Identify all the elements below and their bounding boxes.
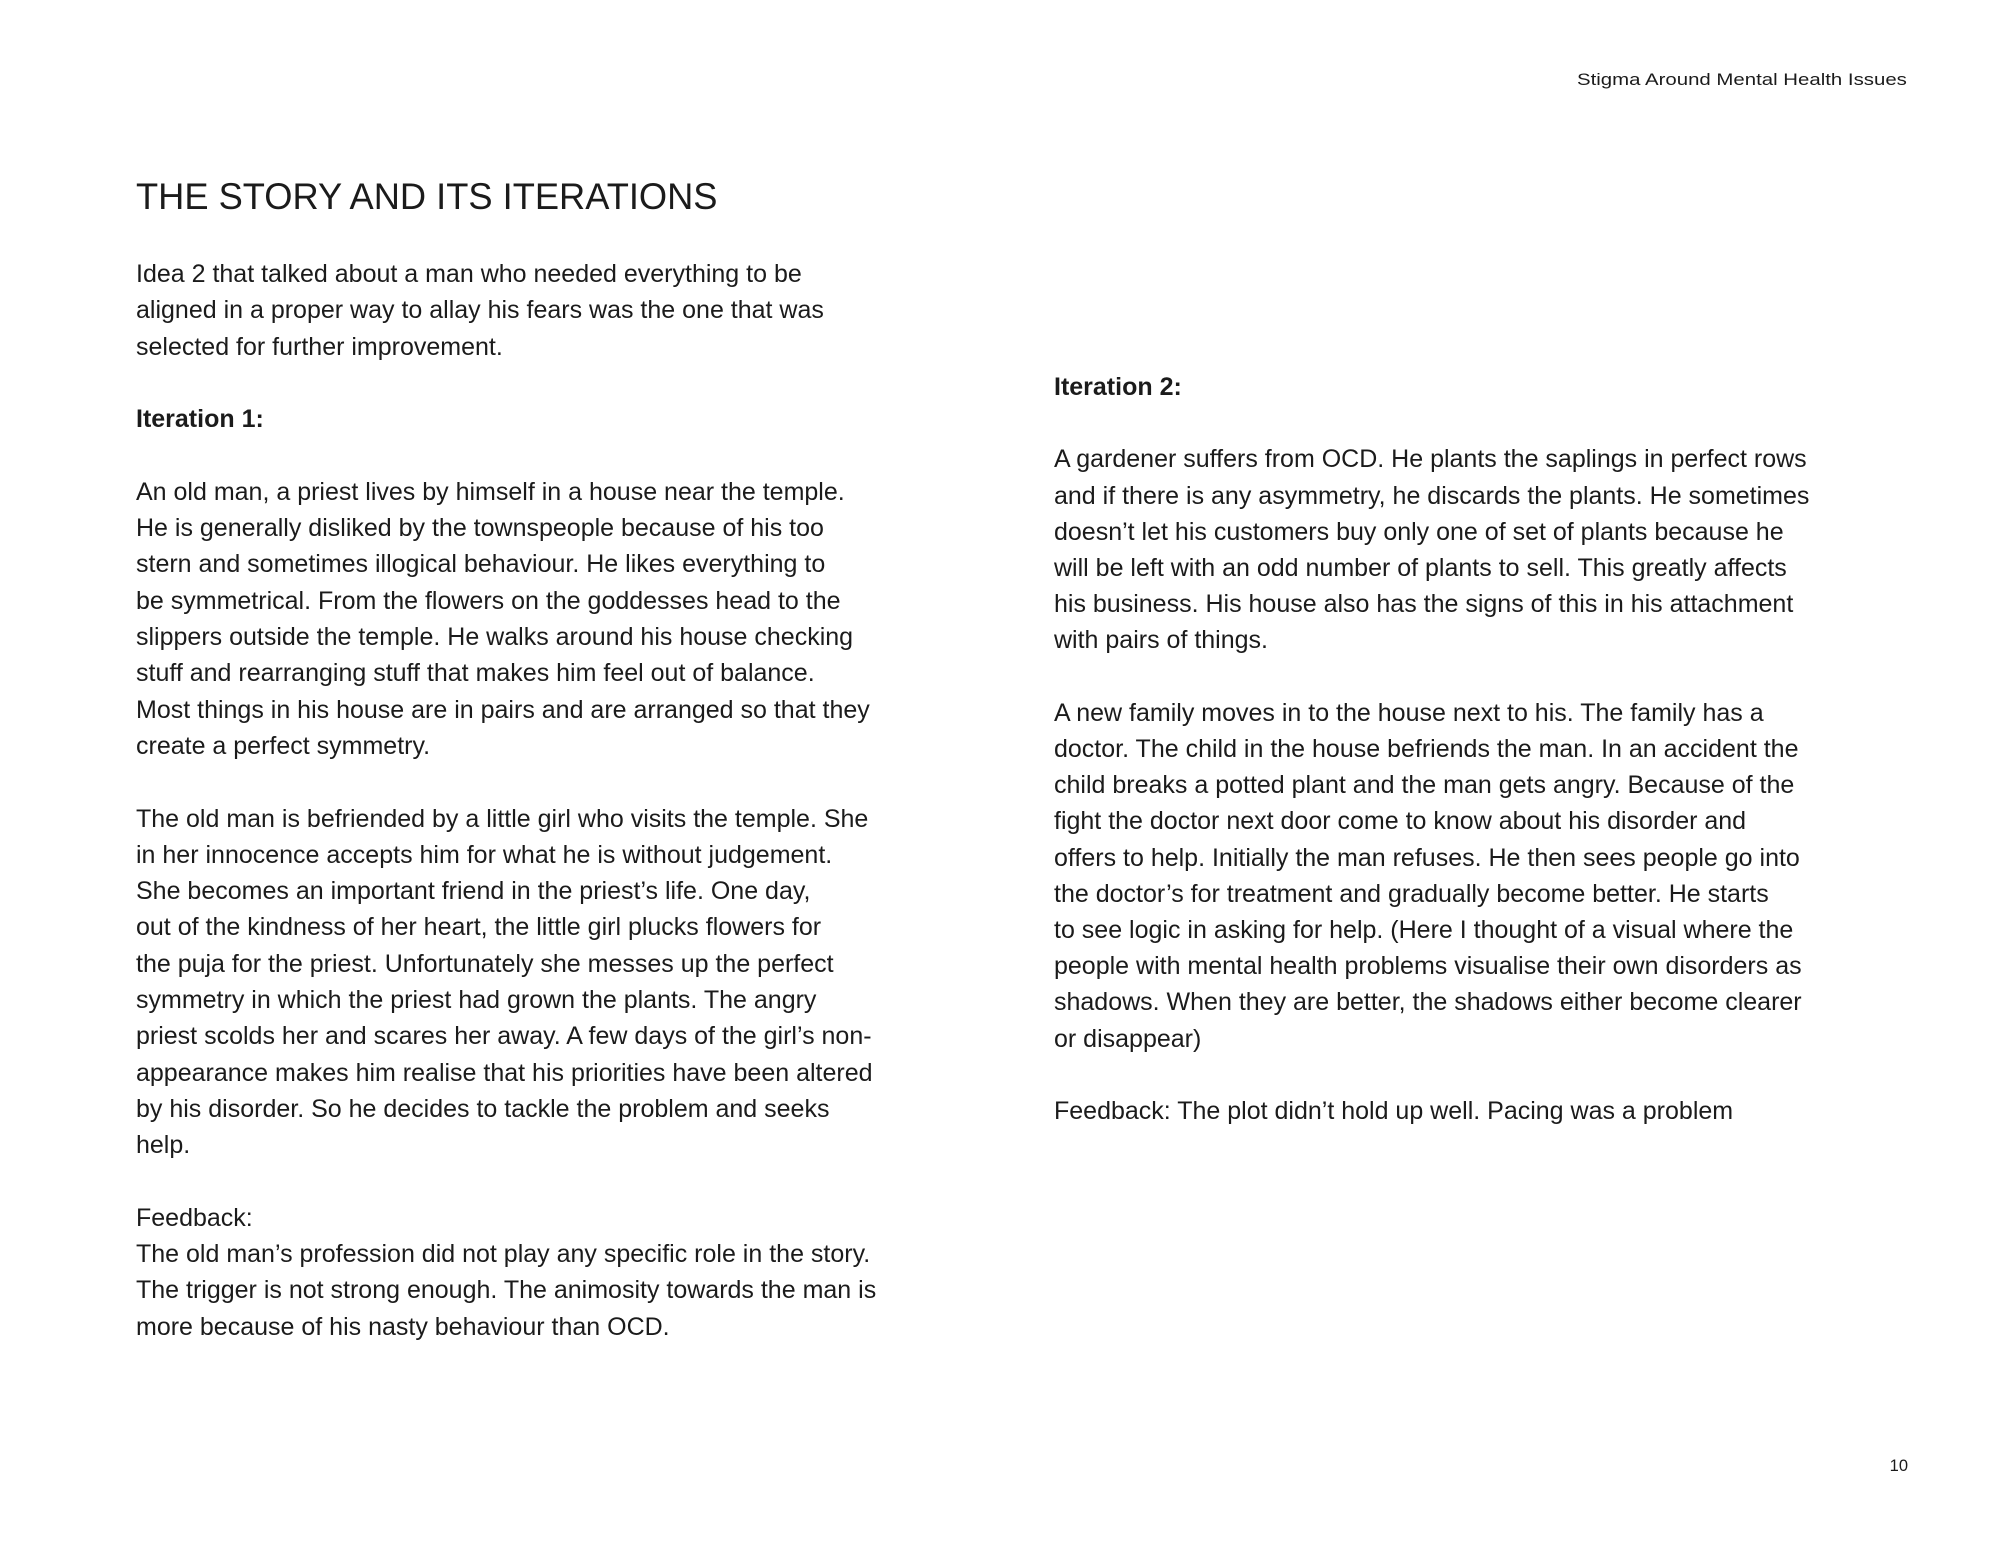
text-line: Most things in his house are in pairs and are arranged so that they — [136, 695, 870, 724]
text-line: priest scolds her and scares her away. A few days of the girl’s non- — [136, 1022, 872, 1051]
text-line: The old man’s profession did not play any specific role in the story. — [136, 1240, 871, 1269]
running-header: Stigma Around Mental Health Issues — [1577, 71, 1907, 89]
text-line: He is generally disliked by the townspeople because of his too — [136, 514, 824, 543]
text-line: A new family moves in to the house next to his. The family has a — [1054, 698, 1764, 727]
text-line: people with mental health problems visualise their own disorders as — [1054, 952, 1802, 981]
text-line: be symmetrical. From the flowers on the goddesses head to the — [136, 586, 841, 615]
text-line: and if there is any asymmetry, he discards the plants. He sometimes — [1054, 481, 1810, 510]
iteration-2-feedback: Feedback: The plot didn’t hold up well. Pacing was a problem — [1054, 1097, 1734, 1125]
text-line: aligned in a proper way to allay his fears was the one that was — [136, 296, 824, 325]
text-line: Idea 2 that talked about a man who needed everything to be — [136, 260, 802, 288]
text-line: to see logic in asking for help. (Here I thought of a visual where the — [1054, 916, 1794, 944]
text-line: the doctor’s for treatment and gradually become better. He starts — [1054, 879, 1769, 908]
page-title: THE STORY AND ITS ITERATIONS — [136, 176, 718, 217]
text-line: will be left with an odd number of plants to sell. This greatly affects — [1054, 554, 1787, 582]
text-line: selected for further improvement. — [136, 332, 503, 361]
text-line: The old man is befriended by a little girl who visits the temple. She — [136, 804, 869, 833]
text-line: the puja for the priest. Unfortunately she messes up the perfect — [136, 949, 834, 978]
text-line: offers to help. Initially the man refuses. He then sees people go into — [1054, 843, 1800, 872]
text-line: in her innocence accepts him for what he is without judgement. — [136, 840, 833, 869]
text-line: by his disorder. So he decides to tackle the problem and seeks — [136, 1094, 830, 1123]
text-line: out of the kindness of her heart, the little girl plucks flowers for — [136, 913, 822, 942]
text-line: child breaks a potted plant and the man gets angry. Because of the — [1054, 771, 1795, 800]
text-line: She becomes an important friend in the priest’s life. One day, — [136, 877, 811, 906]
iteration-1-heading: Iteration 1: — [136, 405, 264, 434]
text-line: shadows. When they are better, the shadows either become clearer — [1054, 988, 1802, 1017]
feedback-label: Feedback: — [136, 1203, 253, 1232]
text-line: create a perfect symmetry. — [136, 731, 431, 760]
text-line: A gardener suffers from OCD. He plants the saplings in perfect rows — [1054, 445, 1807, 474]
text-line: fight the doctor next door come to know about his disorder and — [1054, 807, 1747, 836]
text-line: appearance makes him realise that his priorities have been altered — [136, 1058, 873, 1087]
text-line: doesn’t let his customers buy only one of set of plants because he — [1054, 517, 1784, 546]
text-line: more because of his nasty behaviour than OCD. — [136, 1312, 670, 1341]
text-line: help. — [136, 1131, 191, 1160]
text-line: An old man, a priest lives by himself in a house near the temple. — [136, 477, 845, 506]
text-line: doctor. The child in the house befriends the man. In an accident the — [1054, 735, 1799, 763]
text-line: symmetry in which the priest had grown the plants. The angry — [136, 986, 817, 1014]
text-line: his business. His house also has the signs of this in his attachment — [1054, 590, 1794, 619]
text-line: The trigger is not strong enough. The animosity towards the man is — [136, 1276, 877, 1305]
page-number: 10 — [1889, 1457, 1908, 1475]
text-line: stern and sometimes illogical behaviour. He likes everything to — [136, 550, 826, 579]
text-line: slippers outside the temple. He walks around his house checking — [136, 623, 854, 651]
iteration-2-heading: Iteration 2: — [1054, 373, 1182, 401]
text-line: with pairs of things. — [1054, 626, 1268, 655]
text-line: stuff and rearranging stuff that makes him feel out of balance. — [136, 659, 815, 688]
text-line: or disappear) — [1054, 1024, 1202, 1053]
